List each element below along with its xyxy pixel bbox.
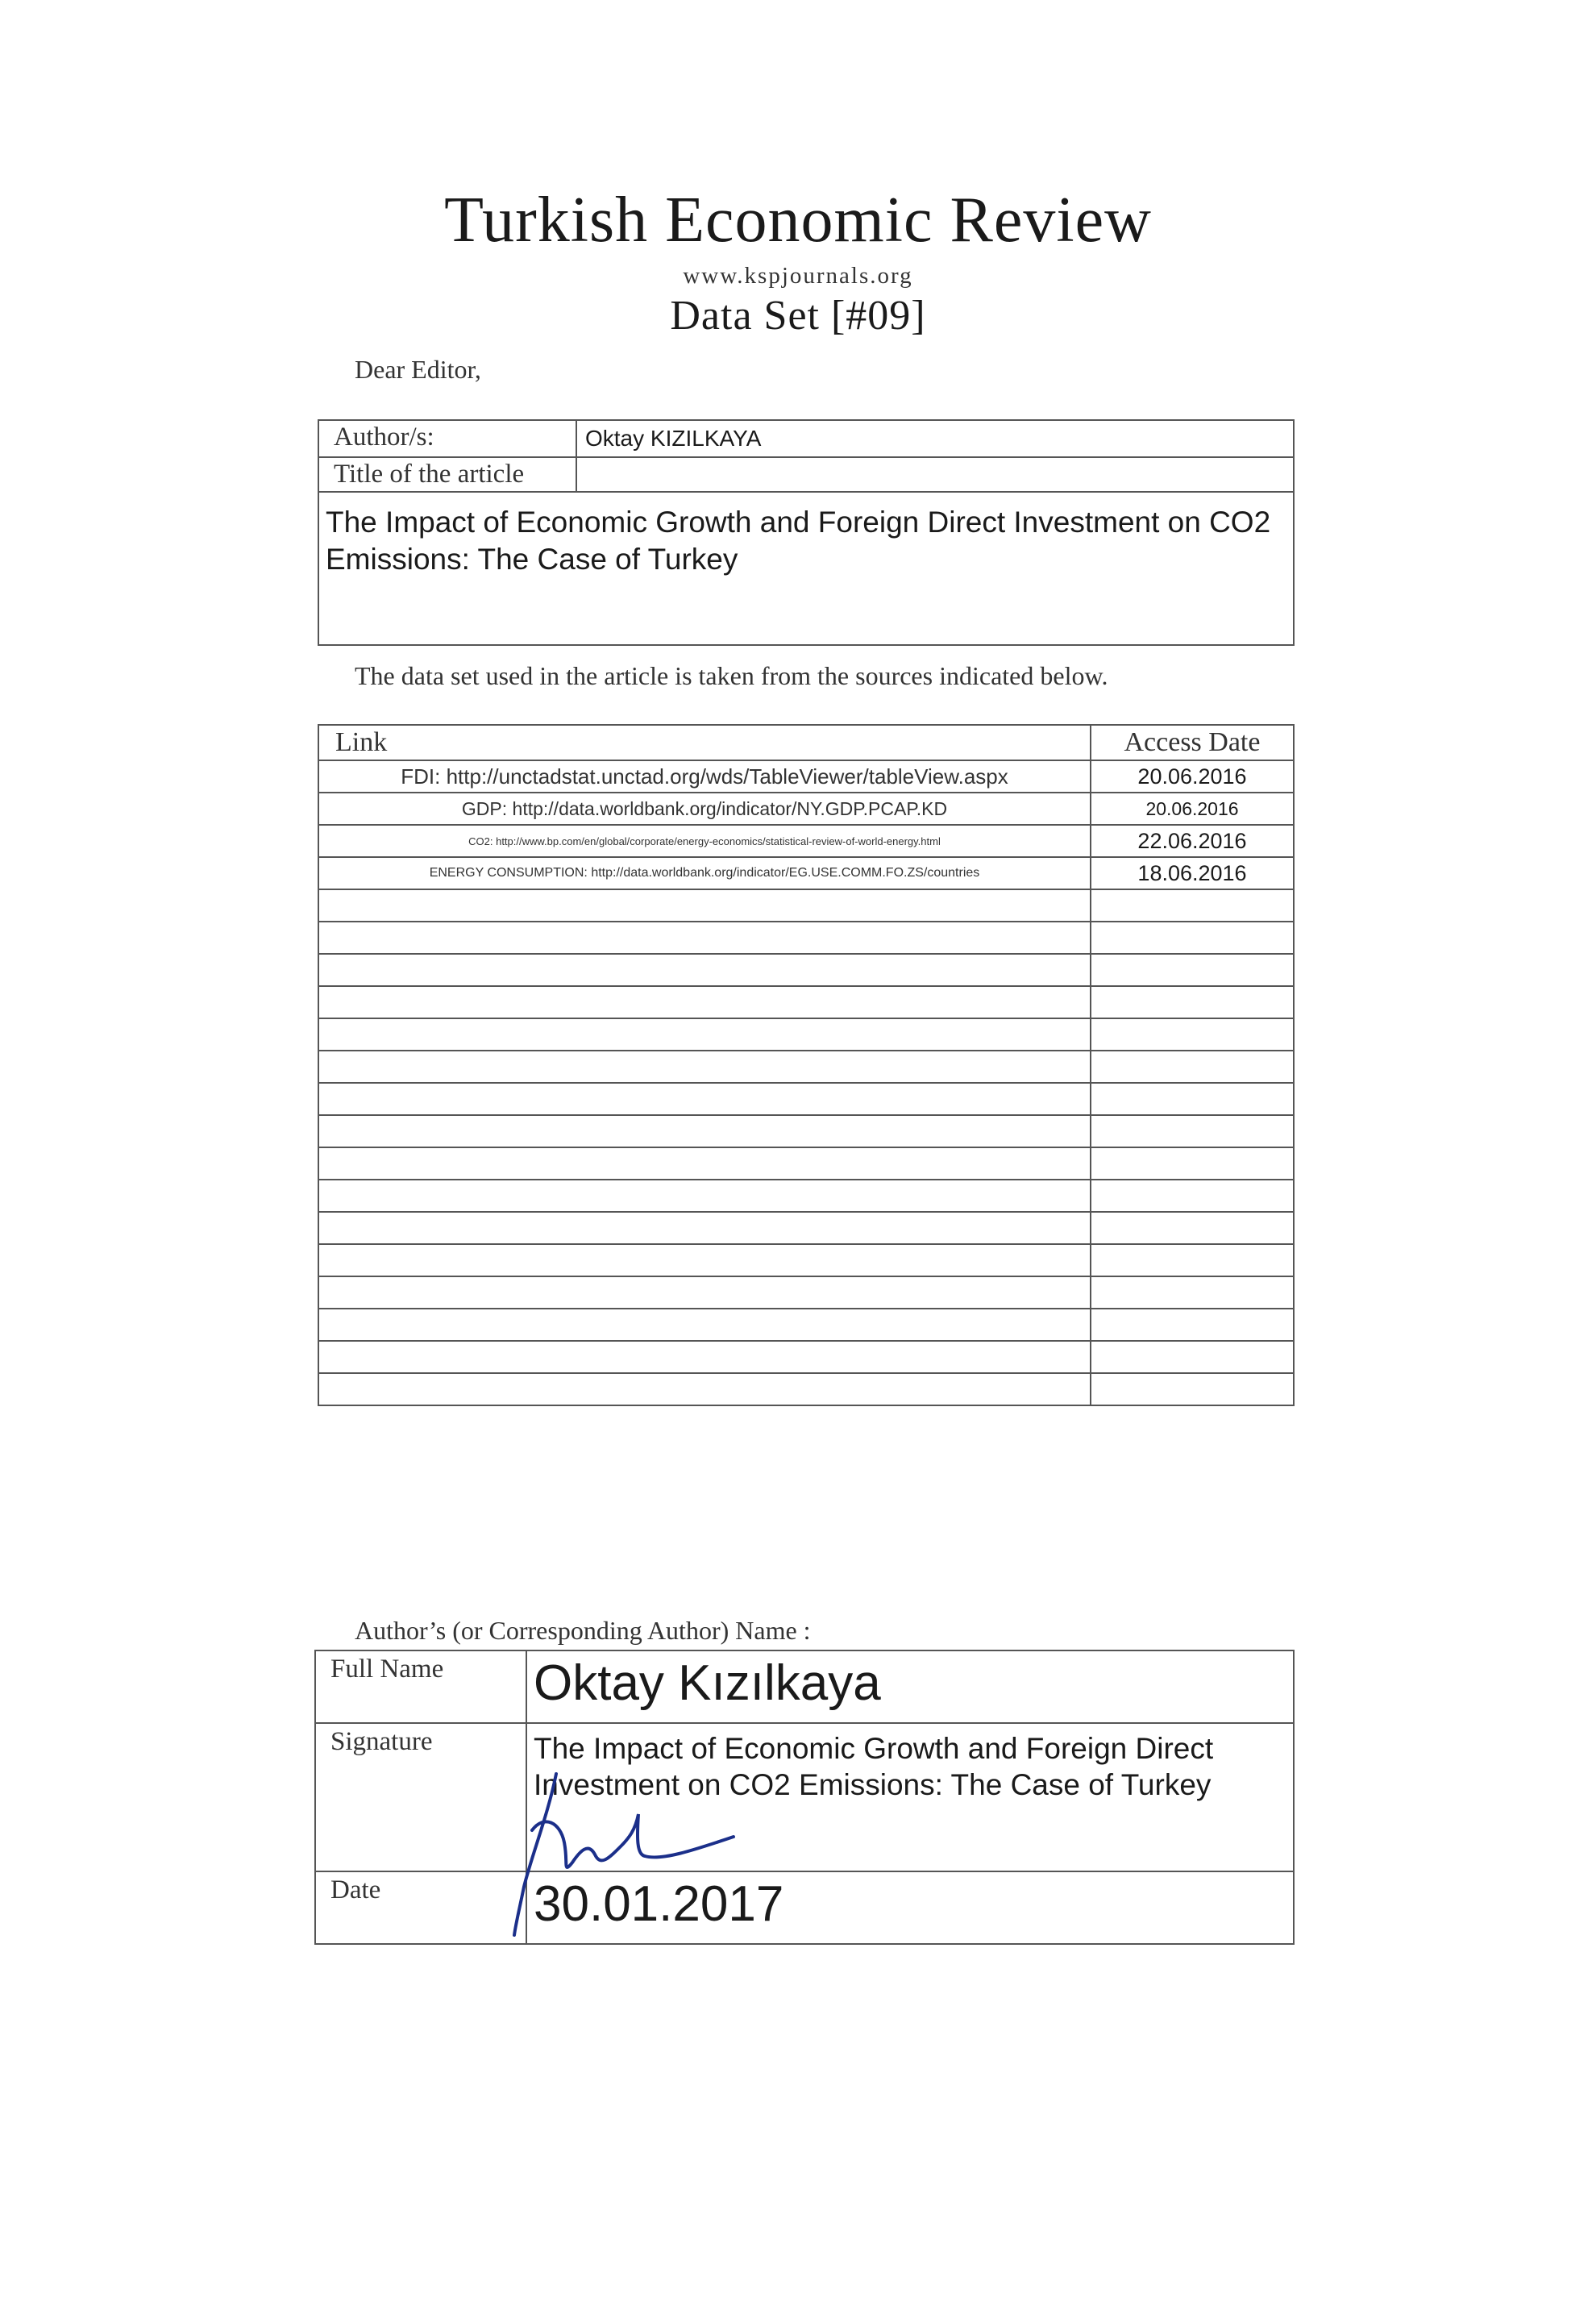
greeting: Dear Editor, [355,355,481,384]
empty-row [318,1341,1294,1373]
author-row [318,420,1294,457]
data-sources-table [318,724,1295,1406]
table-row [318,825,1294,857]
date-label: Date [315,1871,526,1944]
article-title: The Impact of Economic Growth and Foreign Direct Investment on CO2 Emissions: The Case of Turkey [318,492,1294,645]
empty-row [318,1244,1294,1276]
empty-row [318,1083,1294,1115]
access-date-column-header: Access Date [1091,725,1294,760]
empty-row [318,1309,1294,1341]
article-title-row [318,492,1294,645]
full-name-row [315,1650,1294,1723]
link-column-header: Link [318,725,1091,760]
empty-row [318,1373,1294,1405]
source-link: CO2: http://www.bp.com/en/global/corporate/energy-economics/statistical-review-of-world-energy.html [318,825,1091,857]
author-label: Author/s: [318,420,576,457]
signature-field-text: The Impact of Economic Growth and Foreign Direct Investment on CO2 Emissions: The Case of Turkey [526,1723,1294,1871]
table-row [318,857,1294,889]
empty-row [318,1180,1294,1212]
full-name-value: Oktay Kızılkaya [526,1650,1294,1723]
article-info-table [318,419,1295,646]
access-date: 22.06.2016 [1091,825,1294,857]
empty-row [318,1018,1294,1051]
signature-label: Signature [315,1723,526,1871]
title-row [318,457,1294,492]
dataset-label: Data Set [#09] [670,293,926,339]
empty-row [318,1115,1294,1147]
title-label: Title of the article [318,457,576,492]
empty-row [318,986,1294,1018]
empty-row [318,1276,1294,1309]
empty-row [318,922,1294,954]
journal-url: www.kspjournals.org [683,263,913,289]
empty-row [318,1147,1294,1180]
links-header-row [318,725,1294,760]
source-link: ENERGY CONSUMPTION: http://data.worldbank.org/indicator/EG.USE.COMM.FO.ZS/countries [318,857,1091,889]
journal-title: Turkish Economic Review [444,185,1152,256]
access-date: 20.06.2016 [1091,793,1294,825]
access-date: 18.06.2016 [1091,857,1294,889]
empty-row [318,1212,1294,1244]
handwritten-signature [500,1766,822,1943]
empty-row [318,1051,1294,1083]
table-row [318,793,1294,825]
table-row [318,760,1294,793]
empty-row [318,889,1294,922]
source-link: GDP: http://data.worldbank.org/indicator/NY.GDP.PCAP.KD [318,793,1091,825]
author-value: Oktay KIZILKAYA [576,420,1294,457]
date-value: 30.01.2017 [526,1871,1294,1944]
author-caption: Author’s (or Corresponding Author) Name : [355,1616,811,1645]
full-name-label: Full Name [315,1650,526,1723]
sources-intro: The data set used in the article is taken from the sources indicated below. [355,661,1108,690]
source-link: FDI: http://unctadstat.unctad.org/wds/TableViewer/tableView.aspx [318,760,1091,793]
access-date: 20.06.2016 [1091,760,1294,793]
title-value-empty [576,457,1294,492]
empty-row [318,954,1294,986]
